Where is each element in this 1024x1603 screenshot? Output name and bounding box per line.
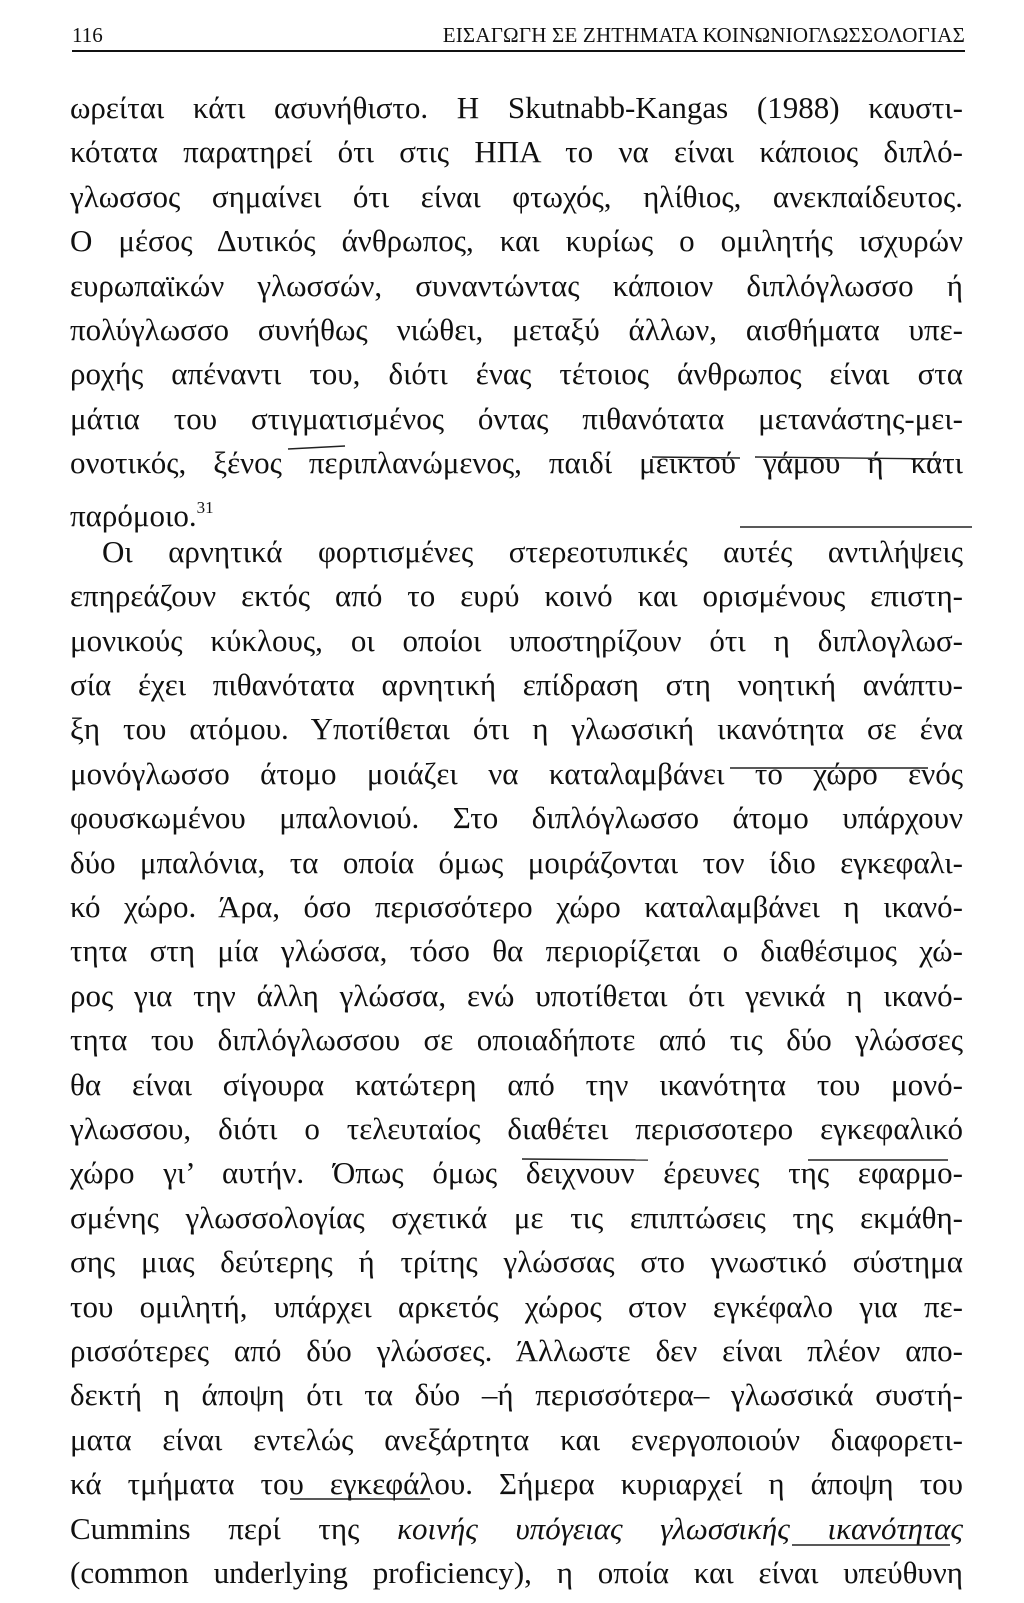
text-line: ευρωπαϊκών γλωσσών, συναντώντας κάποιον διπλόγλωσσο ή xyxy=(70,267,963,303)
mixed-style-line xyxy=(70,1507,963,1551)
text-line: κό χώρο. Άρα, όσο περισσότερο χώρο καταλαμβάνει η ικανό- xyxy=(70,889,963,925)
text-line: σης μιας δεύτερης ή τρίτης γλώσσας στο γνωστικό σύστημα xyxy=(70,1244,963,1280)
text-line: κότατα παρατηρεί ότι στις ΗΠΑ το να είναι κάποιος διπλό- xyxy=(70,134,963,170)
text-line: γλωσσος σημαίνει ότι είναι φτωχός, ηλίθιος, ανεκπαίδευτος. xyxy=(70,178,963,214)
text-line: θα είναι σίγουρα κατώτερη από την ικανότητα του μονό- xyxy=(70,1066,963,1102)
text-line: ωρείται κάτι ασυνήθιστο. Η Skutnabb-Kangas (1988) καυστι- xyxy=(70,90,963,125)
text-line: επηρεάζουν εκτός από το ευρύ κοινό και ορισμένους επιστη- xyxy=(70,578,963,614)
text-line: ροχής απέναντι του, διότι ένας τέτοιος άνθρωπος είναι στα xyxy=(70,356,963,392)
text-line: σία έχει πιθανότατα αρνητική επίδραση στη νοητική ανάπτυ- xyxy=(70,667,963,703)
text-line: σμένης γλωσσολογίας σχετικά με τις επιπτώσεις της εκμάθη- xyxy=(70,1199,963,1235)
text-segment-regular: Cummins περί της xyxy=(70,1510,398,1546)
body-text xyxy=(70,86,963,1595)
text-line: δύο μπαλόνια, τα οποία όμως μοιράζονται τον ίδιο εγκεφαλι- xyxy=(70,844,963,880)
text-line: του ομιλητή, υπάρχει αρκετός χώρος στον εγκέφαλο για πε- xyxy=(70,1288,963,1324)
running-title: ΕΙΣΑΓΩΓΗ ΣΕ ΖΗΤΗΜΑΤΑ ΚΟΙΝΩΝΙΟΓΛΩΣΣΟΛΟΓΙΑΣ xyxy=(442,23,965,47)
text-line: ρισσότερες από δύο γλώσσες. Άλλωστε δεν είναι πλέον απο- xyxy=(70,1332,963,1368)
text-line: ρος για την άλλη γλώσσα, ενώ υποτίθεται ότι γενικά η ικανό- xyxy=(70,977,963,1013)
text-line: φουσκωμένου μπαλονιού. Στο διπλόγλωσσο άτομο υπάρχουν xyxy=(70,800,963,836)
text-line: (common underlying proficiency), η οποία και είναι υπεύθυνη xyxy=(70,1554,963,1590)
text-line: ματα είναι εντελώς ανεξάρτητα και ενεργοποιούν διαφορετι- xyxy=(70,1421,963,1457)
running-header xyxy=(72,18,965,52)
text-line: δεκτή η άποψη ότι τα δύο –ή περισσότερα– γλωσσικά συστή- xyxy=(70,1377,963,1413)
text-line: μονόγλωσσο άτομο μοιάζει να καταλαμβάνει το χώρο ενός xyxy=(70,755,963,791)
text-line: τητα του διπλόγλωσσου σε οποιαδήποτε από τις δύο γλώσσες xyxy=(70,1022,963,1058)
paragraph-end-line xyxy=(70,486,963,533)
text-line: γλωσσου, διότι ο τελευταίος διαθέτει περισσοτερο εγκεφαλικό xyxy=(70,1110,963,1146)
text-line: πολύγλωσσο συνήθως νιώθει, μεταξύ άλλων, αισθήματα υπε- xyxy=(70,311,963,347)
text-segment-italic: κοινής υπόγειας γλωσσικής ικανότητας xyxy=(397,1510,963,1546)
text-line: ξη του ατόμου. Υποτίθεται ότι η γλωσσική ικανότητα σε ένα xyxy=(70,711,963,747)
text-line: χώρο γι’ αυτήν. Όπως όμως δειχνουν έρευνες της εφαρμο- xyxy=(70,1155,963,1191)
text-line: Οι αρνητικά φορτισμένες στερεοτυπικές αυτές αντιλήψεις xyxy=(102,533,963,569)
footnote-reference: 31 xyxy=(196,497,214,517)
text-line: μάτια του στιγματισμένος όντας πιθανότατα μετανάστης-μει- xyxy=(70,400,963,436)
paragraph-end-text: παρόμοιο. xyxy=(70,497,197,533)
text-line: Ο μέσος Δυτικός άνθρωπος, και κυρίως ο ομιλητής ισχυρών xyxy=(70,223,963,259)
text-line: ονοτικός, ξένος περιπλανώμενος, παιδί μεικτού γάμου ή κάτι xyxy=(70,445,963,481)
text-line: τητα στη μία γλώσσα, τόσο θα περιορίζεται ο διαθέσιμος χώ- xyxy=(70,933,963,969)
page-number: 116 xyxy=(72,23,103,47)
text-line: μονικούς κύκλους, οι οποίοι υποστηρίζουν ότι η διπλογλωσ- xyxy=(70,622,963,658)
text-line: κά τμήματα του εγκεφάλου. Σήμερα κυριαρχεί η άποψη του xyxy=(70,1466,963,1502)
